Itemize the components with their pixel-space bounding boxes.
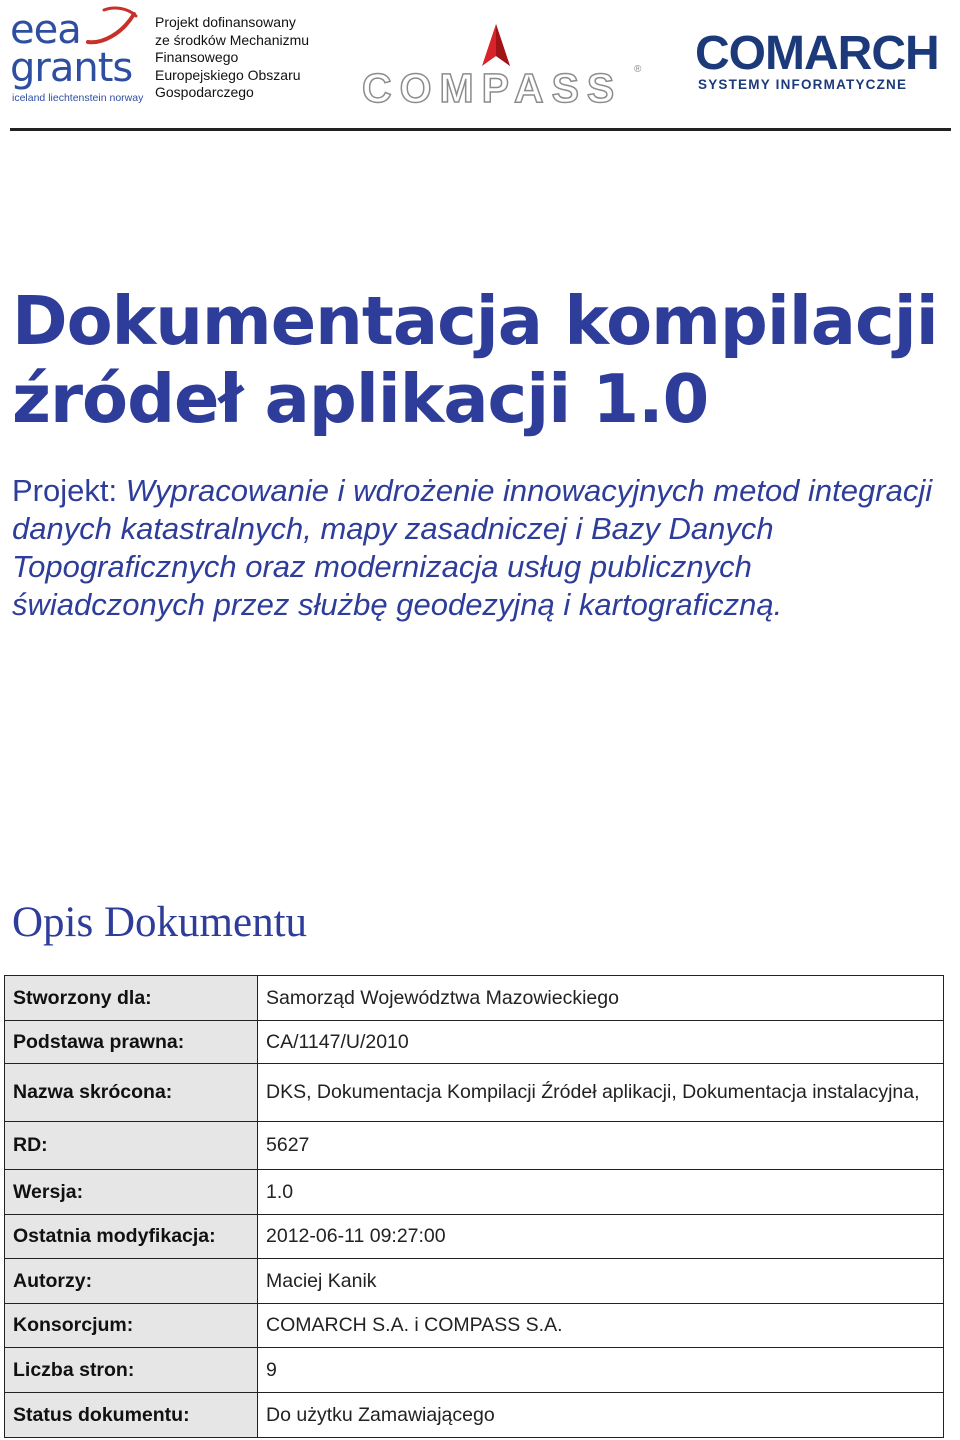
- meta-value: COMARCH S.A. i COMPASS S.A.: [258, 1304, 944, 1348]
- funding-line: Gospodarczego: [155, 84, 254, 100]
- compass-logo: [362, 22, 647, 111]
- meta-value: 9: [258, 1348, 944, 1393]
- table-row: [5, 1393, 944, 1438]
- meta-key: Stworzony dla:: [5, 976, 258, 1021]
- meta-key: Ostatnia modyfikacja:: [5, 1215, 258, 1259]
- meta-value: DKS, Dokumentacja Kompilacji Źródeł aplikacji, Dokumentacja instalacyjna,: [258, 1064, 944, 1122]
- eea-grants-logo: [10, 4, 144, 108]
- document-metadata-table: [4, 975, 944, 1438]
- table-row: [5, 1170, 944, 1215]
- meta-key: RD:: [5, 1122, 258, 1170]
- eea-logo-word-eea: eea: [10, 7, 81, 53]
- document-title: [12, 282, 952, 438]
- meta-key: Status dokumentu:: [5, 1393, 258, 1438]
- meta-key: Liczba stron:: [5, 1348, 258, 1393]
- eea-swoosh-icon: [84, 4, 140, 48]
- page-header: [0, 0, 960, 132]
- meta-key: Podstawa prawna:: [5, 1021, 258, 1064]
- meta-key: Nazwa skrócona:: [5, 1064, 258, 1122]
- meta-value: Maciej Kanik: [258, 1259, 944, 1304]
- meta-key: Autorzy:: [5, 1259, 258, 1304]
- compass-logo-text: COMPASS: [362, 65, 623, 111]
- meta-value: 1.0: [258, 1170, 944, 1215]
- meta-value: Samorząd Województwa Mazowieckiego: [258, 976, 944, 1021]
- comarch-logo-text: COMARCH: [695, 27, 939, 80]
- meta-value: CA/1147/U/2010: [258, 1021, 944, 1064]
- eea-logo-word-grants: grants: [10, 45, 133, 91]
- section-heading-document-description: Opis Dokumentu: [12, 899, 308, 946]
- comarch-logo: [695, 27, 960, 100]
- table-row: [5, 1122, 944, 1170]
- meta-key: Wersja:: [5, 1170, 258, 1215]
- comarch-logo-subtitle: SYSTEMY INFORMATYCZNE: [698, 77, 908, 92]
- eea-logo-countries: iceland liechtenstein norway: [12, 92, 144, 104]
- project-text: Wypracowanie i wdrożenie innowacyjnych metod integracji danych katastralnych, mapy zasadniczej i Bazy Danych Topograficznych oraz modernizacja usług publicznych świadczonych przez służbę geodezyjną i kartograficzną.: [12, 473, 933, 622]
- table-row: [5, 1215, 944, 1259]
- meta-value: Do użytku Zamawiającego: [258, 1393, 944, 1438]
- funding-line: ze środków Mechanizmu: [155, 31, 310, 48]
- meta-key: Konsorcjum:: [5, 1304, 258, 1348]
- funding-line: Projekt dofinansowany: [155, 14, 296, 30]
- meta-value: 2012-06-11 09:27:00: [258, 1215, 944, 1259]
- table-row: [5, 1259, 944, 1304]
- meta-value: 5627: [258, 1122, 944, 1170]
- table-row: [5, 1064, 944, 1122]
- table-row: [5, 1304, 944, 1348]
- table-row: [5, 1021, 944, 1064]
- title-line-2: źródeł aplikacji 1.0: [12, 360, 709, 438]
- funding-line: Finansowego: [155, 49, 239, 65]
- table-row: [5, 1348, 944, 1393]
- project-description: [12, 472, 952, 624]
- header-divider: [10, 128, 951, 131]
- funding-line: Europejskiego Obszaru: [155, 66, 301, 83]
- title-line-1: Dokumentacja kompilacji: [12, 282, 938, 360]
- table-row: [5, 976, 944, 1021]
- project-label: Projekt:: [12, 473, 126, 508]
- compass-needle-icon: [362, 22, 647, 70]
- registered-mark: ®: [634, 64, 642, 75]
- funding-note: [155, 14, 309, 102]
